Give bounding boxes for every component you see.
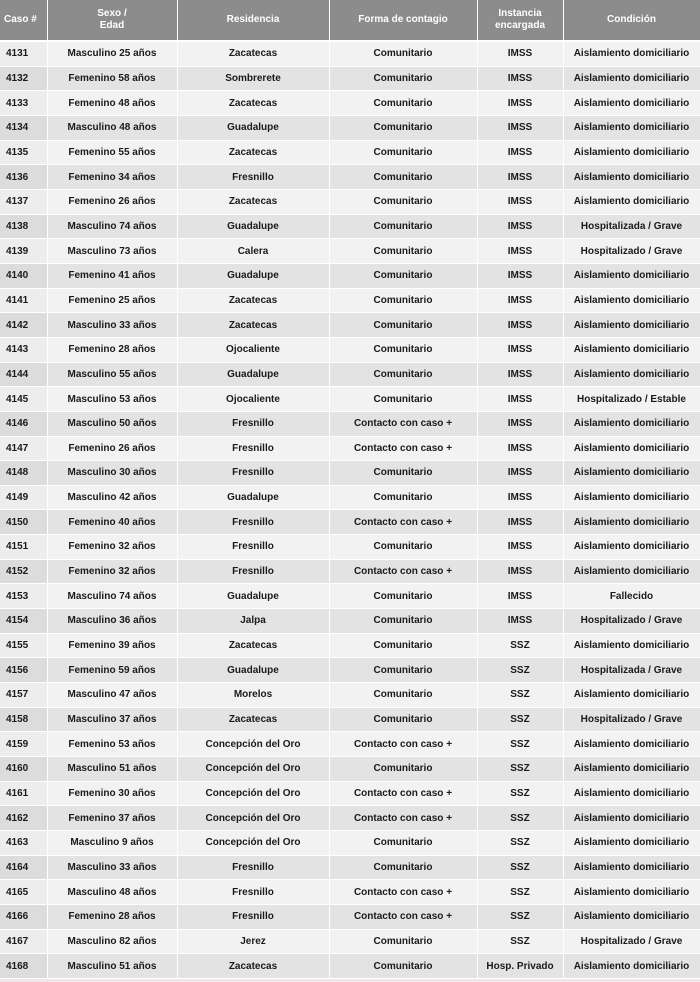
cell-sexo-edad: Femenino 32 años [47, 535, 177, 560]
cell-residencia: Guadalupe [177, 263, 329, 288]
cell-forma-contagio: Comunitario [329, 831, 477, 856]
cell-sexo-edad: Femenino 30 años [47, 781, 177, 806]
cell-caso: 4138 [0, 214, 47, 239]
cell-forma-contagio: Comunitario [329, 485, 477, 510]
table-row [0, 929, 700, 954]
cell-residencia: Concepción del Oro [177, 732, 329, 757]
header-sexo-edad [47, 0, 177, 41]
cell-condicion: Aislamiento domiciliario [563, 91, 700, 116]
cell-forma-contagio: Comunitario [329, 337, 477, 362]
cell-forma-contagio: Comunitario [329, 535, 477, 560]
cell-instancia: IMSS [477, 140, 563, 165]
table-row [0, 362, 700, 387]
table-row [0, 732, 700, 757]
cell-residencia: Zacatecas [177, 140, 329, 165]
cell-forma-contagio: Contacto con caso + [329, 904, 477, 929]
cell-condicion: Hospitalizado / Grave [563, 609, 700, 634]
cell-forma-contagio: Contacto con caso + [329, 411, 477, 436]
cell-sexo-edad: Femenino 40 años [47, 510, 177, 535]
table-row [0, 954, 700, 979]
cell-sexo-edad: Femenino 48 años [47, 91, 177, 116]
cell-instancia: SSZ [477, 683, 563, 708]
cell-forma-contagio: Comunitario [329, 387, 477, 412]
cell-condicion: Aislamiento domiciliario [563, 855, 700, 880]
cell-sexo-edad: Masculino 9 años [47, 831, 177, 856]
cell-forma-contagio: Comunitario [329, 362, 477, 387]
cell-condicion: Aislamiento domiciliario [563, 904, 700, 929]
cell-condicion: Aislamiento domiciliario [563, 954, 700, 979]
cell-forma-contagio: Contacto con caso + [329, 436, 477, 461]
cell-caso: 4158 [0, 707, 47, 732]
header-sexo-label: Sexo / [97, 8, 127, 19]
cell-condicion: Aislamiento domiciliario [563, 831, 700, 856]
cell-forma-contagio: Contacto con caso + [329, 806, 477, 831]
cell-residencia: Guadalupe [177, 214, 329, 239]
cell-caso: 4134 [0, 115, 47, 140]
cell-caso: 4140 [0, 263, 47, 288]
cell-residencia: Guadalupe [177, 362, 329, 387]
cell-instancia: IMSS [477, 91, 563, 116]
cell-residencia: Sombrerete [177, 66, 329, 91]
cell-forma-contagio: Contacto con caso + [329, 510, 477, 535]
cell-sexo-edad: Masculino 73 años [47, 239, 177, 264]
table-row [0, 633, 700, 658]
cell-condicion: Aislamiento domiciliario [563, 461, 700, 486]
cell-residencia: Fresnillo [177, 461, 329, 486]
table-row [0, 91, 700, 116]
cell-caso: 4139 [0, 239, 47, 264]
cell-condicion: Fallecido [563, 584, 700, 609]
cell-residencia: Fresnillo [177, 436, 329, 461]
cell-forma-contagio: Contacto con caso + [329, 559, 477, 584]
cell-caso: 4157 [0, 683, 47, 708]
cell-caso: 4146 [0, 411, 47, 436]
bottom-divider [0, 979, 700, 982]
cell-caso: 4159 [0, 732, 47, 757]
cell-instancia: SSZ [477, 831, 563, 856]
cell-residencia: Zacatecas [177, 313, 329, 338]
cell-instancia: IMSS [477, 66, 563, 91]
table-row [0, 239, 700, 264]
cell-condicion: Hospitalizada / Grave [563, 214, 700, 239]
header-instancia-label: Instancia [498, 8, 542, 19]
cell-forma-contagio: Comunitario [329, 91, 477, 116]
cell-instancia: SSZ [477, 658, 563, 683]
cell-forma-contagio: Comunitario [329, 929, 477, 954]
cell-residencia: Concepción del Oro [177, 806, 329, 831]
cell-instancia: SSZ [477, 757, 563, 782]
table-row [0, 781, 700, 806]
cell-caso: 4148 [0, 461, 47, 486]
table-row [0, 584, 700, 609]
cell-condicion: Aislamiento domiciliario [563, 633, 700, 658]
cell-condicion: Aislamiento domiciliario [563, 781, 700, 806]
cell-condicion: Aislamiento domiciliario [563, 683, 700, 708]
cell-condicion: Aislamiento domiciliario [563, 288, 700, 313]
table-row [0, 66, 700, 91]
cell-forma-contagio: Comunitario [329, 609, 477, 634]
table-row [0, 535, 700, 560]
table-row [0, 140, 700, 165]
cell-instancia: IMSS [477, 559, 563, 584]
cell-sexo-edad: Femenino 39 años [47, 633, 177, 658]
table-row [0, 115, 700, 140]
table-row [0, 313, 700, 338]
cell-sexo-edad: Femenino 58 años [47, 66, 177, 91]
cell-instancia: SSZ [477, 855, 563, 880]
cell-forma-contagio: Comunitario [329, 214, 477, 239]
cell-sexo-edad: Masculino 55 años [47, 362, 177, 387]
cell-instancia: IMSS [477, 609, 563, 634]
cell-forma-contagio: Comunitario [329, 189, 477, 214]
table-row [0, 806, 700, 831]
cell-residencia: Concepción del Oro [177, 757, 329, 782]
cell-caso: 4155 [0, 633, 47, 658]
cell-caso: 4163 [0, 831, 47, 856]
cell-residencia: Fresnillo [177, 165, 329, 190]
cell-residencia: Morelos [177, 683, 329, 708]
cell-caso: 4150 [0, 510, 47, 535]
cell-residencia: Guadalupe [177, 115, 329, 140]
cell-residencia: Guadalupe [177, 485, 329, 510]
cell-instancia: IMSS [477, 263, 563, 288]
table-row [0, 831, 700, 856]
cell-instancia: IMSS [477, 337, 563, 362]
cell-forma-contagio: Contacto con caso + [329, 880, 477, 905]
cell-instancia: IMSS [477, 510, 563, 535]
cell-residencia: Calera [177, 239, 329, 264]
cell-residencia: Fresnillo [177, 880, 329, 905]
cell-instancia: Hosp. Privado [477, 954, 563, 979]
cell-caso: 4167 [0, 929, 47, 954]
cell-residencia: Ojocaliente [177, 337, 329, 362]
cell-sexo-edad: Masculino 48 años [47, 880, 177, 905]
cell-residencia: Fresnillo [177, 855, 329, 880]
cell-caso: 4145 [0, 387, 47, 412]
cell-caso: 4143 [0, 337, 47, 362]
cell-sexo-edad: Masculino 30 años [47, 461, 177, 486]
header-encargada-label: encargada [494, 20, 546, 31]
cell-caso: 4168 [0, 954, 47, 979]
cell-residencia: Fresnillo [177, 559, 329, 584]
header-instancia [477, 0, 563, 41]
cell-sexo-edad: Masculino 33 años [47, 313, 177, 338]
cell-forma-contagio: Comunitario [329, 66, 477, 91]
cell-residencia: Jalpa [177, 609, 329, 634]
cell-sexo-edad: Masculino 42 años [47, 485, 177, 510]
cell-sexo-edad: Femenino 59 años [47, 658, 177, 683]
cell-forma-contagio: Comunitario [329, 461, 477, 486]
cell-forma-contagio: Comunitario [329, 658, 477, 683]
cell-caso: 4144 [0, 362, 47, 387]
cell-instancia: IMSS [477, 535, 563, 560]
cell-instancia: SSZ [477, 707, 563, 732]
cell-instancia: SSZ [477, 904, 563, 929]
cell-sexo-edad: Masculino 51 años [47, 757, 177, 782]
table-body [0, 41, 700, 978]
cell-instancia: SSZ [477, 732, 563, 757]
cell-condicion: Aislamiento domiciliario [563, 362, 700, 387]
cell-forma-contagio: Comunitario [329, 954, 477, 979]
header-forma-contagio: Forma de contagio [329, 0, 477, 41]
table-row [0, 757, 700, 782]
header-edad-label: Edad [99, 20, 125, 31]
cell-caso: 4135 [0, 140, 47, 165]
cell-forma-contagio: Comunitario [329, 313, 477, 338]
cell-condicion: Aislamiento domiciliario [563, 66, 700, 91]
cell-instancia: IMSS [477, 362, 563, 387]
cell-sexo-edad: Masculino 37 años [47, 707, 177, 732]
cell-residencia: Jerez [177, 929, 329, 954]
cell-caso: 4162 [0, 806, 47, 831]
cell-residencia: Zacatecas [177, 954, 329, 979]
cell-sexo-edad: Masculino 51 años [47, 954, 177, 979]
cell-condicion: Aislamiento domiciliario [563, 510, 700, 535]
cell-sexo-edad: Femenino 28 años [47, 337, 177, 362]
cell-forma-contagio: Comunitario [329, 115, 477, 140]
cell-instancia: IMSS [477, 214, 563, 239]
header-caso: Caso # [0, 0, 47, 41]
table-row [0, 41, 700, 66]
cell-sexo-edad: Masculino 47 años [47, 683, 177, 708]
cell-caso: 4161 [0, 781, 47, 806]
cell-forma-contagio: Comunitario [329, 263, 477, 288]
table-row [0, 387, 700, 412]
table-row [0, 288, 700, 313]
table-row [0, 165, 700, 190]
table-row [0, 189, 700, 214]
cell-caso: 4153 [0, 584, 47, 609]
cell-instancia: IMSS [477, 461, 563, 486]
table-row [0, 411, 700, 436]
cell-forma-contagio: Comunitario [329, 683, 477, 708]
cell-sexo-edad: Femenino 41 años [47, 263, 177, 288]
cell-caso: 4149 [0, 485, 47, 510]
cell-condicion: Aislamiento domiciliario [563, 732, 700, 757]
cell-sexo-edad: Femenino 28 años [47, 904, 177, 929]
table-row [0, 214, 700, 239]
cell-sexo-edad: Femenino 32 años [47, 559, 177, 584]
cell-residencia: Concepción del Oro [177, 781, 329, 806]
cell-sexo-edad: Masculino 74 años [47, 584, 177, 609]
cell-sexo-edad: Femenino 53 años [47, 732, 177, 757]
cell-caso: 4133 [0, 91, 47, 116]
cell-sexo-edad: Femenino 26 años [47, 189, 177, 214]
cell-forma-contagio: Comunitario [329, 707, 477, 732]
cell-caso: 4132 [0, 66, 47, 91]
cell-residencia: Guadalupe [177, 584, 329, 609]
cell-condicion: Aislamiento domiciliario [563, 485, 700, 510]
cell-caso: 4141 [0, 288, 47, 313]
cell-condicion: Aislamiento domiciliario [563, 313, 700, 338]
cell-residencia: Concepción del Oro [177, 831, 329, 856]
cell-forma-contagio: Comunitario [329, 288, 477, 313]
cell-caso: 4152 [0, 559, 47, 584]
table-row [0, 707, 700, 732]
cell-condicion: Hospitalizado / Grave [563, 929, 700, 954]
cell-sexo-edad: Femenino 34 años [47, 165, 177, 190]
cell-condicion: Aislamiento domiciliario [563, 411, 700, 436]
cell-condicion: Aislamiento domiciliario [563, 559, 700, 584]
cell-condicion: Hospitalizado / Grave [563, 707, 700, 732]
table-row [0, 263, 700, 288]
cell-instancia: IMSS [477, 288, 563, 313]
cell-sexo-edad: Masculino 36 años [47, 609, 177, 634]
cell-caso: 4160 [0, 757, 47, 782]
cell-condicion: Aislamiento domiciliario [563, 436, 700, 461]
cell-sexo-edad: Femenino 25 años [47, 288, 177, 313]
cell-condicion: Aislamiento domiciliario [563, 263, 700, 288]
cell-caso: 4164 [0, 855, 47, 880]
cell-instancia: SSZ [477, 781, 563, 806]
cell-forma-contagio: Comunitario [329, 633, 477, 658]
cell-instancia: IMSS [477, 313, 563, 338]
header-condicion: Condición [563, 0, 700, 41]
table-row [0, 337, 700, 362]
cell-instancia: IMSS [477, 165, 563, 190]
cell-residencia: Zacatecas [177, 41, 329, 66]
cell-caso: 4156 [0, 658, 47, 683]
table-row [0, 485, 700, 510]
cell-condicion: Aislamiento domiciliario [563, 41, 700, 66]
cell-caso: 4131 [0, 41, 47, 66]
cell-residencia: Zacatecas [177, 189, 329, 214]
cell-condicion: Aislamiento domiciliario [563, 115, 700, 140]
cell-sexo-edad: Masculino 82 años [47, 929, 177, 954]
cell-condicion: Aislamiento domiciliario [563, 806, 700, 831]
cell-forma-contagio: Comunitario [329, 140, 477, 165]
table-row [0, 904, 700, 929]
table-row [0, 461, 700, 486]
cell-residencia: Fresnillo [177, 904, 329, 929]
table-row [0, 880, 700, 905]
header-residencia: Residencia [177, 0, 329, 41]
cell-caso: 4151 [0, 535, 47, 560]
cell-condicion: Aislamiento domiciliario [563, 535, 700, 560]
cell-caso: 4165 [0, 880, 47, 905]
cell-caso: 4142 [0, 313, 47, 338]
cell-residencia: Zacatecas [177, 707, 329, 732]
cell-instancia: IMSS [477, 485, 563, 510]
cell-forma-contagio: Comunitario [329, 757, 477, 782]
cell-residencia: Zacatecas [177, 633, 329, 658]
cell-instancia: IMSS [477, 239, 563, 264]
cell-sexo-edad: Masculino 33 años [47, 855, 177, 880]
cell-condicion: Aislamiento domiciliario [563, 337, 700, 362]
header-row [0, 0, 700, 41]
cell-condicion: Hospitalizado / Grave [563, 239, 700, 264]
cell-sexo-edad: Masculino 48 años [47, 115, 177, 140]
cell-sexo-edad: Masculino 53 años [47, 387, 177, 412]
cell-sexo-edad: Masculino 50 años [47, 411, 177, 436]
cell-condicion: Aislamiento domiciliario [563, 165, 700, 190]
cell-forma-contagio: Comunitario [329, 165, 477, 190]
cell-instancia: SSZ [477, 633, 563, 658]
cell-residencia: Zacatecas [177, 91, 329, 116]
table-row [0, 683, 700, 708]
cell-forma-contagio: Contacto con caso + [329, 781, 477, 806]
cell-forma-contagio: Comunitario [329, 239, 477, 264]
cell-condicion: Aislamiento domiciliario [563, 757, 700, 782]
cell-sexo-edad: Femenino 37 años [47, 806, 177, 831]
cell-instancia: IMSS [477, 584, 563, 609]
cell-instancia: SSZ [477, 929, 563, 954]
cell-instancia: IMSS [477, 436, 563, 461]
cell-residencia: Ojocaliente [177, 387, 329, 412]
cell-forma-contagio: Comunitario [329, 855, 477, 880]
cell-instancia: IMSS [477, 41, 563, 66]
cell-forma-contagio: Comunitario [329, 41, 477, 66]
cell-condicion: Hospitalizado / Estable [563, 387, 700, 412]
table-row [0, 658, 700, 683]
cell-condicion: Aislamiento domiciliario [563, 880, 700, 905]
cell-sexo-edad: Femenino 55 años [47, 140, 177, 165]
cell-forma-contagio: Comunitario [329, 584, 477, 609]
cell-instancia: IMSS [477, 115, 563, 140]
cell-sexo-edad: Masculino 74 años [47, 214, 177, 239]
cell-residencia: Fresnillo [177, 411, 329, 436]
cell-instancia: IMSS [477, 387, 563, 412]
cell-caso: 4166 [0, 904, 47, 929]
table-row [0, 436, 700, 461]
cell-caso: 4137 [0, 189, 47, 214]
cell-sexo-edad: Femenino 26 años [47, 436, 177, 461]
cell-residencia: Fresnillo [177, 535, 329, 560]
cell-condicion: Hospitalizada / Grave [563, 658, 700, 683]
cell-condicion: Aislamiento domiciliario [563, 189, 700, 214]
cell-instancia: SSZ [477, 806, 563, 831]
cell-sexo-edad: Masculino 25 años [47, 41, 177, 66]
table-row [0, 510, 700, 535]
cell-forma-contagio: Contacto con caso + [329, 732, 477, 757]
cell-instancia: IMSS [477, 411, 563, 436]
cell-caso: 4154 [0, 609, 47, 634]
cell-instancia: IMSS [477, 189, 563, 214]
table-row [0, 609, 700, 634]
cell-residencia: Fresnillo [177, 510, 329, 535]
cell-residencia: Guadalupe [177, 658, 329, 683]
table-row [0, 855, 700, 880]
table-row [0, 559, 700, 584]
cell-caso: 4147 [0, 436, 47, 461]
cell-instancia: SSZ [477, 880, 563, 905]
cell-caso: 4136 [0, 165, 47, 190]
cell-residencia: Zacatecas [177, 288, 329, 313]
cell-condicion: Aislamiento domiciliario [563, 140, 700, 165]
